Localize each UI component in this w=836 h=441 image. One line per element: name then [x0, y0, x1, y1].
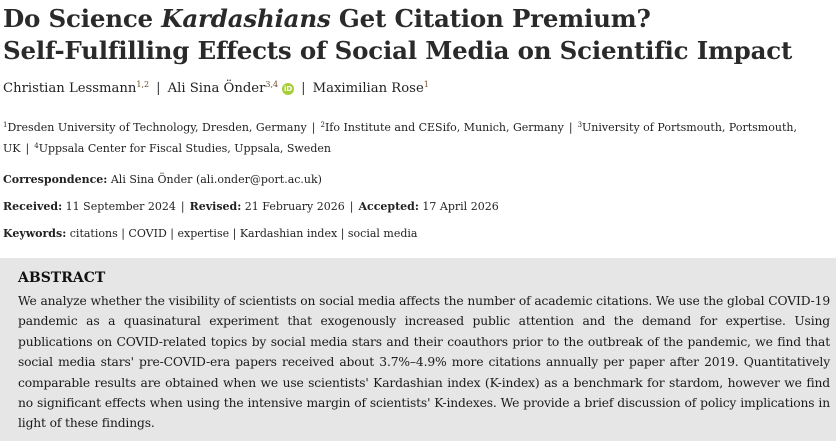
keyword: social media — [347, 227, 418, 240]
title-italic: Kardashians — [161, 4, 331, 33]
dates: Received: 11 September 2024 | Revised: 21 February 2026 | Accepted: 17 April 2026 — [3, 200, 499, 213]
title-line-1: Do Science Kardashians Get Citation Premium? — [3, 4, 651, 33]
affiliations: $^1$Dresden University of Technology, Dresden, Germany | $^2$Ifo Institute and CESifo, Munich, Germany | $^3$University of Portsmouth, Portsmouth, UK | $^4$Uppsala Center for Fiscal Studies, Uppsala, Sweden — [3, 121, 797, 155]
affiliation-2: $^2$Ifo Institute and CESifo, Munich, Germany — [320, 121, 564, 134]
affiliation-1: $^1$Dresden University of Technology, Dresden, Germany — [3, 121, 307, 134]
keywords: Keywords: citations | COVID | expertise | Kardashian index | social media — [3, 227, 418, 240]
correspondence: Correspondence: Ali Sina Önder (ali.onder@port.ac.uk) — [3, 173, 322, 186]
keyword: COVID — [128, 227, 167, 240]
author-2[interactable]: Ali Sina Önder$^{3,4}$ — [167, 80, 279, 96]
author-list — [3, 80, 429, 96]
title-line-2: Self-Fulfilling Effects of Social Media on Scientific Impact — [3, 36, 793, 65]
keyword: expertise — [177, 227, 230, 240]
affiliation-3: $^3$University of Portsmouth, Portsmouth, UK — [3, 121, 797, 155]
abstract-text: We analyze whether the visibility of scientists on social media affects the number of academic citations. We use the global COVID-19 pandemic as a quasinatural experiment that exogenously increased public attention and the demand for expertise. Using publications on COVID-related topics by social media stars and their coauthors prior to the outbreak of the pandemic, we find that social media stars' pre-COVID-era papers received about 3.7%–4.9% more citations annually per paper after 2019. Quantitatively comparable results are obtained when we use scientists' Kardashian index (K-index) as a benchmark for stardom, however we find no significant effects when using the intensive margin of scientists' K-indexes. We provide a brief discussion of policy implications in light of these findings. — [18, 294, 830, 431]
author-separator: | — [156, 81, 161, 96]
orcid-icon[interactable]: iD — [284, 85, 293, 93]
email-link[interactable]: ali.onder@port.ac.uk — [200, 173, 318, 186]
affiliation-4: $^4$Uppsala Center for Fiscal Studies, Uppsala, Sweden — [34, 142, 331, 155]
author-3[interactable]: Maximilian Rose$^1$ — [312, 80, 429, 96]
author-1[interactable]: Christian Lessmann$^{1,2}$ — [3, 80, 150, 96]
article-title — [3, 3, 792, 67]
abstract-heading: ABSTRACT — [18, 270, 106, 286]
keyword: citations — [69, 227, 118, 240]
keyword: Kardashian index — [239, 227, 338, 240]
author-separator: | — [301, 81, 306, 96]
